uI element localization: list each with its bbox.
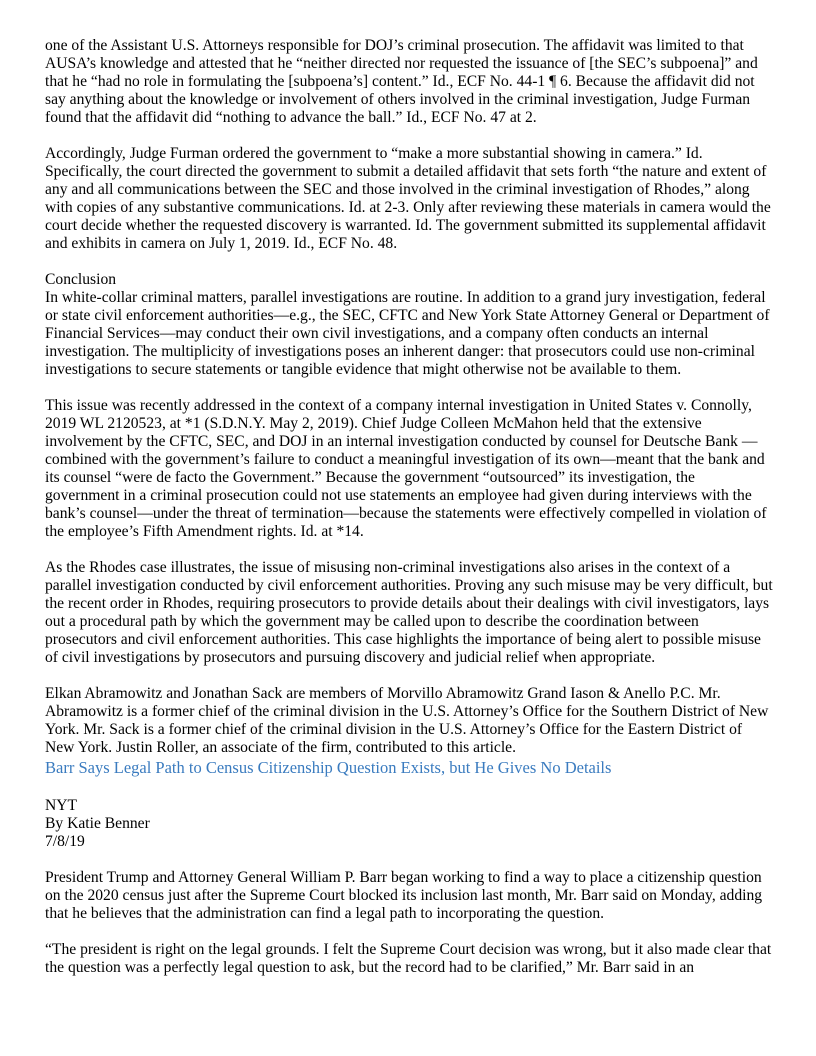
conclusion-heading: Conclusion bbox=[45, 271, 117, 288]
paragraph-parallel-investigations: In white-collar criminal matters, parallel investigations are routine. In addition to a grand jury investigation, federal or state civil enforcement authorities—e.g., the SEC, CFTC and New York State Attorney General or Department of Financial Services—may conduct their own civil investigations, and a company often conducts an internal investigation. The multiplicity of investigations poses an inherent danger: that prosecutors could use non-criminal investigations to secure statements or tangible evidence that might otherwise not be available to them. bbox=[45, 289, 770, 378]
paragraph-author-bio: Elkan Abramowitz and Jonathan Sack are members of Morvillo Abramowitz Grand Iason & Anello P.C. Mr. Abramowitz is a former chief of the criminal division in the U.S. Attorney’s Office for the Southern District of New York. Mr. Sack is a former chief of the criminal division in the U.S. Attorney’s Office for the Eastern District of New York. Justin Roller, an associate of the firm, contributed to this article. bbox=[45, 685, 769, 756]
paragraph-affidavit: one of the Assistant U.S. Attorneys responsible for DOJ’s criminal prosecution. The affidavit was limited to that AUSA’s knowledge and attested that he “neither directed nor requested the issuance of [the SEC’s subpoena]” and that he “had no role in formulating the [subpoena’s] content.” Id., ECF No. 44-1 ¶ 6. Because the affidavit did not say anything about the knowledge or involvement of others involved in the criminal investigation, Judge Furman found that the affidavit did “nothing to advance the ball.” Id., ECF No. 47 at 2. bbox=[45, 37, 758, 126]
article-source: NYT bbox=[45, 797, 78, 814]
article-title-link[interactable]: Barr Says Legal Path to Census Citizenship Question Exists, but He Gives No Details bbox=[45, 758, 612, 777]
article-date: 7/8/19 bbox=[45, 833, 85, 850]
paragraph-barr-census: President Trump and Attorney General William P. Barr began working to find a way to place a citizenship question on the 2020 census just after the Supreme Court blocked its inclusion last month, Mr. Barr said on Monday, adding that he believes that the administration can find a legal path to incorporating the question. bbox=[45, 869, 763, 922]
paragraph-court-order: Accordingly, Judge Furman ordered the government to “make a more substantial showing in camera.” Id. Specifically, the court directed the government to submit a detailed affidavit that sets forth “the nature and extent of any and all communications between the SEC and those involved in the criminal investigation of Rhodes,” along with copies of any substantive communications. Id. at 2-3. Only after reviewing these materials in camera would the court decide whether the requested discovery is warranted. Id. The government submitted its supplemental affidavit and exhibits in camera on July 1, 2019. Id., ECF No. 48. bbox=[45, 145, 771, 252]
paragraph-connolly: This issue was recently addressed in the context of a company internal investigation in United States v. Connolly, 2019 WL 2120523, at *1 (S.D.N.Y. May 2, 2019). Chief Judge Colleen McMahon held that the extensive involvement by the CFTC, SEC, and DOJ in an internal investigation conducted by counsel for Deutsche Bank —combined with the government’s failure to conduct a meaningful investigation of its own—meant that the bank and its counsel “were de facto the Government.” Because the government “outsourced” its investigation, the government in a criminal prosecution could not use statements an employee had given during interviews with the bank’s counsel—under the threat of termination—because the statements were effectively compelled in violation of the employee’s Fifth Amendment rights. Id. at *14. bbox=[45, 397, 767, 540]
paragraph-barr-quote: “The president is right on the legal grounds. I felt the Supreme Court decision was wrong, but it also made clear that the question was a perfectly legal question to ask, but the record had to be clarified,” Mr. Barr said in an bbox=[45, 941, 772, 976]
paragraph-rhodes: As the Rhodes case illustrates, the issue of misusing non-criminal investigations also arises in the context of a parallel investigation conducted by civil enforcement authorities. Proving any such misuse may be very difficult, but the recent order in Rhodes, requiring prosecutors to provide details about their dealings with civil investigators, lays out a procedural path by which the government may be called upon to describe the coordination between prosecutors and civil enforcement authorities. This case highlights the importance of being alert to possible misuse of civil investigations by prosecutors and pursuing discovery and judicial relief when appropriate. bbox=[45, 559, 773, 666]
document-page bbox=[45, 37, 773, 977]
article-byline: By Katie Benner bbox=[45, 815, 150, 832]
